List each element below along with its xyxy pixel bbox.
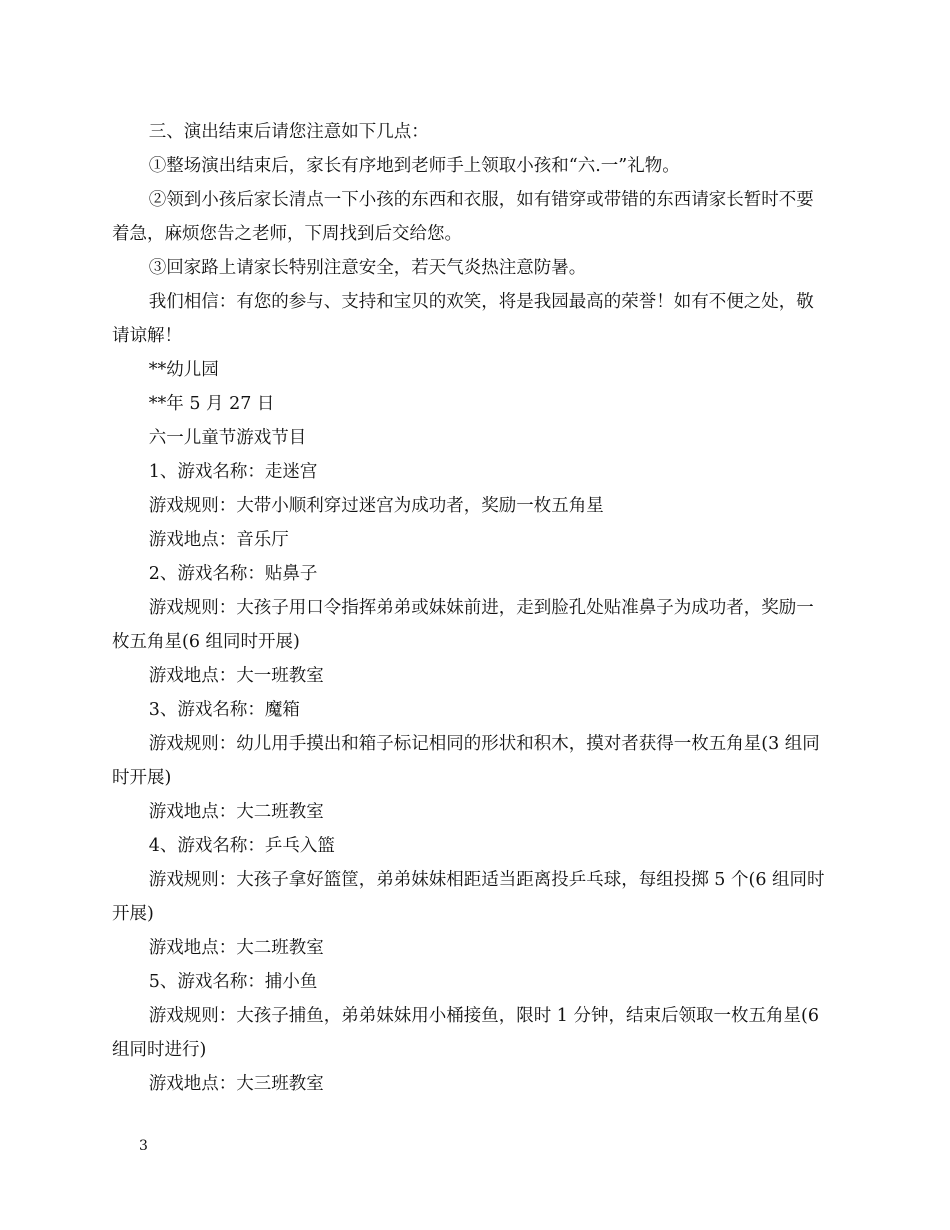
paragraph: ③回家路上请家长特别注意安全，若天气炎热注意防暑。	[148, 258, 587, 278]
document-body	[112, 115, 830, 1101]
game-rules: 游戏规则：大带小顺利穿过迷宫为成功者，奖励一枚五角星	[148, 496, 604, 516]
game-location: 游戏地点：大二班教室	[148, 802, 324, 822]
game-rules: 游戏规则：大孩子用口令指挥弟弟或妹妹前进，走到脸孔处贴准鼻子为成功者，奖励一枚五角星(6 组同时开展)	[112, 598, 814, 652]
signature-organization: **幼儿园	[148, 360, 219, 380]
signature-date: **年 5 月 27 日	[148, 394, 275, 414]
game-name: 2、游戏名称：贴鼻子	[148, 564, 318, 584]
game-name: 4、游戏名称：乒乓入篮	[148, 836, 335, 856]
paragraph: 我们相信：有您的参与、支持和宝贝的欢笑，将是我园最高的荣誉！如有不便之处，敬请谅解！	[112, 292, 814, 346]
paragraph: ①整场演出结束后，家长有序地到老师手上领取小孩和“六.一”礼物。	[148, 156, 680, 176]
page-number: 3	[139, 1138, 148, 1154]
game-rules: 游戏规则：大孩子捕鱼，弟弟妹妹用小桶接鱼，限时 1 分钟，结束后领取一枚五角星(6 组同时进行)	[112, 1006, 825, 1060]
game-name: 1、游戏名称：走迷宫	[148, 462, 318, 482]
game-name: 5、游戏名称：捕小鱼	[148, 972, 318, 992]
paragraph: ②领到小孩后家长清点一下小孩的东西和衣服，如有错穿或带错的东西请家长暂时不要着急，麻烦您告之老师，下周找到后交给您。	[112, 190, 814, 244]
game-rules: 游戏规则：大孩子拿好篮筐，弟弟妹妹相距适当距离投乒乓球，每组投掷 5 个(6 组同时开展)	[112, 870, 825, 924]
game-rules: 游戏规则：幼儿用手摸出和箱子标记相同的形状和积木，摸对者获得一枚五角星(3 组同时开展)	[112, 734, 820, 788]
game-location: 游戏地点：音乐厅	[148, 530, 289, 550]
game-location: 游戏地点：大一班教室	[148, 666, 324, 686]
game-name: 3、游戏名称：魔箱	[148, 700, 300, 720]
game-location: 游戏地点：大三班教室	[148, 1074, 324, 1094]
paragraph: 三、演出结束后请您注意如下几点：	[148, 122, 429, 142]
section-title: 六一儿童节游戏节目	[148, 428, 307, 448]
game-location: 游戏地点：大二班教室	[148, 938, 324, 958]
